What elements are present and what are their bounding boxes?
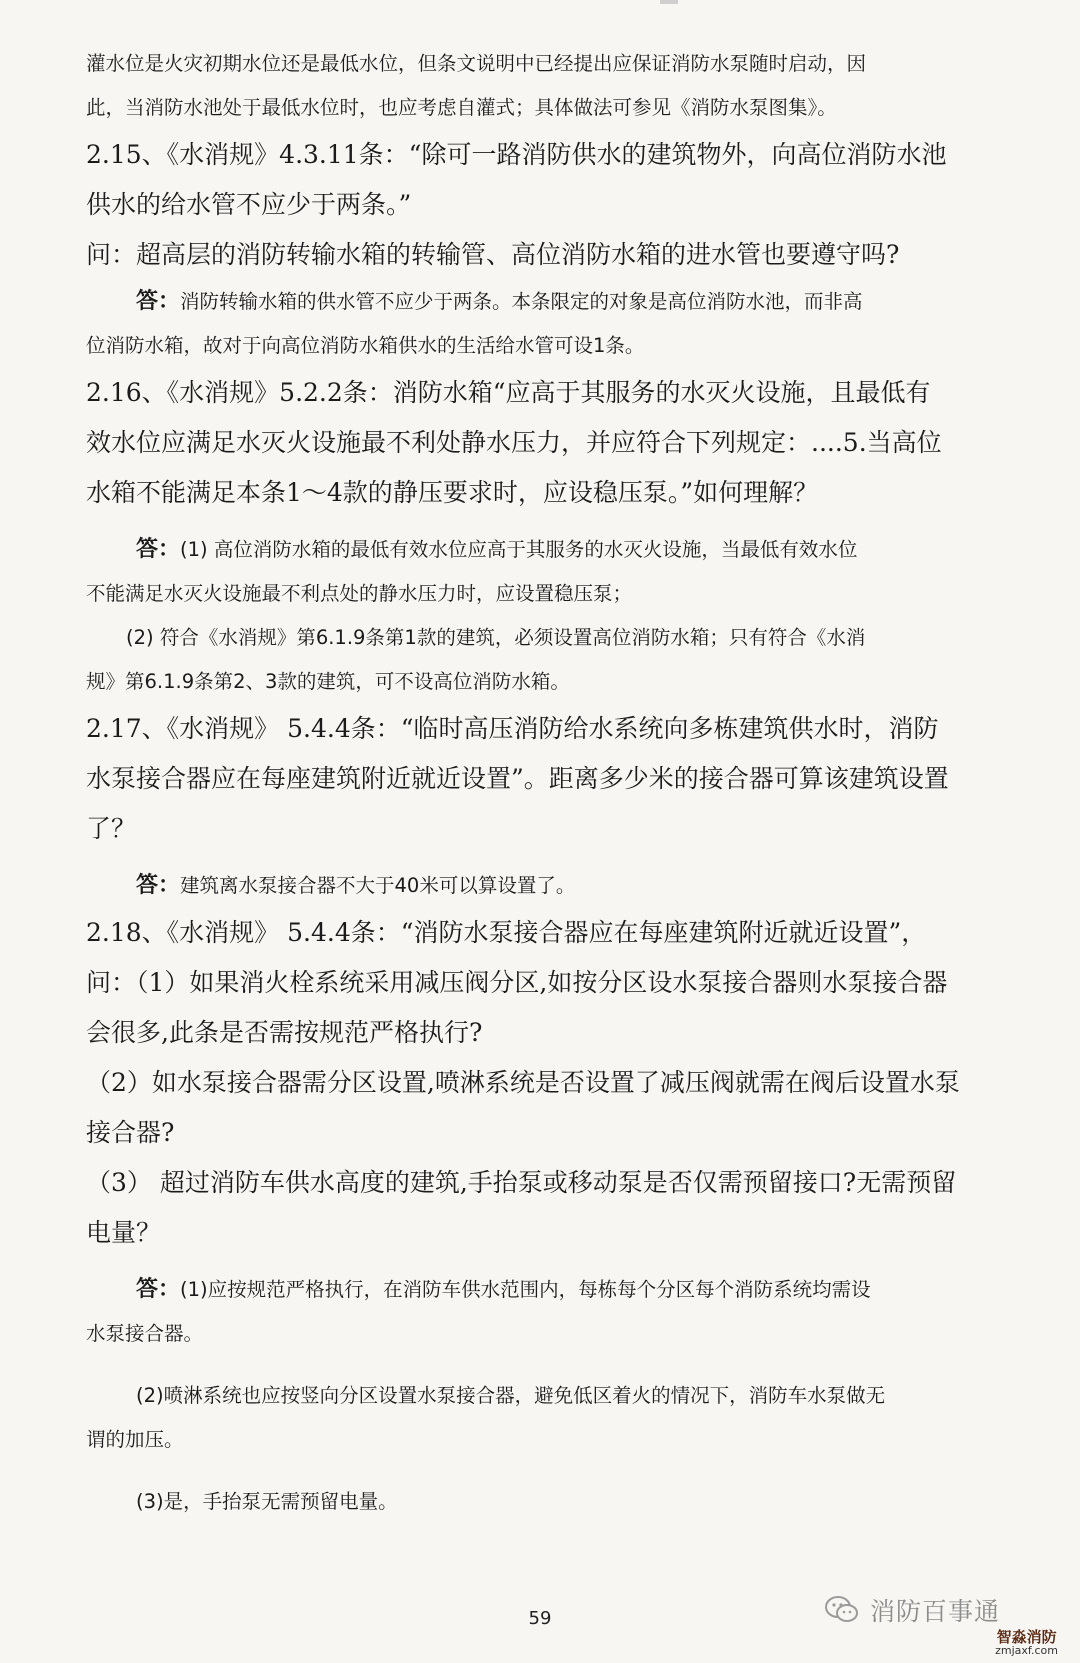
answer-line — [86, 280, 1010, 324]
text-line: (2)喷淋系统也应按竖向分区设置水泵接合器，避免低区着火的情况下，消防车水泵做无 — [136, 1384, 886, 1407]
corner-logo-name: 智淼消防 — [996, 1628, 1057, 1646]
corner-logo-url: zmjaxf.com — [995, 1644, 1058, 1657]
text-line: 问：（1）如果消火栓系统采用减压阀分区,如按分区设水泵接合器则水泵接合器 — [86, 968, 948, 997]
text-line: (3)是，手抬泵无需预留电量。 — [136, 1490, 398, 1513]
text-line: （2）如水泵接合器需分区设置,喷淋系统是否设置了减压阀就需在阀后设置水泵 — [86, 1068, 960, 1097]
watermark-text: 消防百事通 — [869, 1597, 1000, 1626]
corner-logo — [995, 1629, 1058, 1657]
text-line: 水箱不能满足本条1～4款的静压要求时，应设稳压泵。”如何理解？ — [86, 478, 819, 507]
answer-text: 建筑离水泵接合器不大于40米可以算设置了。 — [180, 874, 576, 897]
text-line: 不能满足水灭火设施最不利点处的静水压力时，应设置稳压泵； — [86, 582, 633, 605]
text-line: 效水位应满足水灭火设施最不利处静水压力，并应符合下列规定：....5.当高位 — [86, 428, 942, 457]
question-heading-2-17: 2.17、《水消规》 5.4.4条：“临时高压消防给水系统向多栋建筑供水时，消防 — [86, 714, 939, 743]
answer-label: 答： — [136, 289, 181, 314]
page-number: 59 — [528, 1608, 552, 1629]
text-line: 灌水位是火灾初期水位还是最低水位，但条文说明中已经提出应保证消防水泵随时启动，因 — [86, 52, 867, 75]
text-line: 谓的加压。 — [86, 1428, 184, 1451]
text-line: (2) 符合《水消规》第6.1.9条第1款的建筑，必须设置高位消防水箱；只有符合《水消 — [126, 626, 866, 649]
answer-line — [86, 528, 1010, 572]
answer-line — [86, 864, 1010, 908]
text-line: 接合器? — [86, 1118, 175, 1147]
answer-line — [86, 1268, 1010, 1312]
text-line: （3） 超过消防车供水高度的建筑,手抬泵或移动泵是否仅需预留接口?无需预留 — [86, 1168, 957, 1197]
wechat-icon — [824, 1595, 860, 1625]
answer-text: 消防转输水箱的供水管不应少于两条。本条限定的对象是高位消防水池，而非高 — [180, 290, 863, 313]
answer-label: 答： — [136, 873, 181, 898]
question-heading-2-15: 2.15、《水消规》4.3.11条：“除可一路消防供水的建筑物外，向高位消防水池 — [86, 140, 947, 169]
question-text: 问：超高层的消防转输水箱的转输管、高位消防水箱的进水管也要遵守吗? — [86, 240, 900, 269]
answer-text: (1)应按规范严格执行，在消防车供水范围内，每栋每个分区每个消防系统均需设 — [180, 1278, 871, 1301]
question-heading-2-16: 2.16、《水消规》5.2.2条：消防水箱“应高于其服务的水灭火设施，且最低有 — [86, 378, 931, 407]
text-line: 水泵接合器。 — [86, 1322, 204, 1345]
text-line: 会很多,此条是否需按规范严格执行? — [86, 1018, 483, 1047]
text-line: 了？ — [86, 814, 137, 843]
answer-text: (1) 高位消防水箱的最低有效水位应高于其服务的水灭火设施，当最低有效水位 — [180, 538, 858, 561]
answer-label: 答： — [136, 1277, 181, 1302]
text-line: 电量？ — [86, 1218, 162, 1247]
question-heading-2-18: 2.18、《水消规》 5.4.4条：“消防水泵接合器应在每座建筑附近就近设置”， — [86, 918, 927, 947]
text-line: 规》第6.1.9条第2、3款的建筑，可不设高位消防水箱。 — [86, 670, 570, 693]
text-line: 供水的给水管不应少于两条。” — [86, 190, 412, 219]
text-line: 此，当消防水池处于最低水位时，也应考虑自灌式；具体做法可参见《消防水泵图集》。 — [86, 96, 837, 119]
answer-label: 答： — [136, 537, 181, 562]
watermark — [824, 1592, 1000, 1628]
text-line: 水泵接合器应在每座建筑附近就近设置”。距离多少米的接合器可算该建筑设置 — [86, 764, 949, 793]
text-line: 位消防水箱，故对于向高位消防水箱供水的生活给水管可设1条。 — [86, 334, 645, 357]
